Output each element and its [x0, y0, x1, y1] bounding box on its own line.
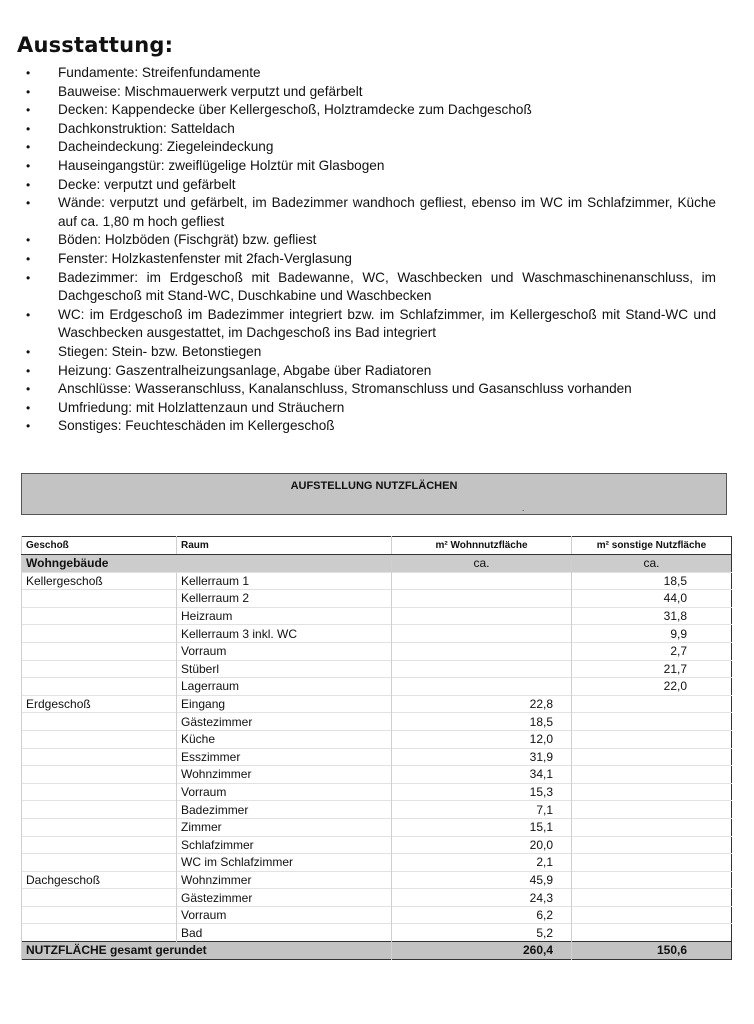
table-row: [22, 695, 732, 713]
cell-geschoss: [22, 678, 177, 696]
cell-wohnnutzflaeche: 34,1: [392, 766, 572, 784]
cell-wohnnutzflaeche: 31,9: [392, 748, 572, 766]
cell-sonstige-nutzflaeche: [572, 801, 732, 819]
group-ca-wohn: ca.: [392, 555, 572, 573]
table-row: [22, 730, 732, 748]
group-row: [22, 555, 732, 573]
cell-raum: Küche: [177, 730, 392, 748]
cell-geschoss: [22, 783, 177, 801]
cell-wohnnutzflaeche: [392, 590, 572, 608]
cell-wohnnutzflaeche: 5,2: [392, 924, 572, 942]
cell-sonstige-nutzflaeche: [572, 766, 732, 784]
cell-geschoss: [22, 730, 177, 748]
cell-geschoss: [22, 924, 177, 942]
table-row: [22, 854, 732, 872]
cell-raum: Vorraum: [177, 906, 392, 924]
table-row: [22, 678, 732, 696]
area-table: [21, 536, 732, 960]
cell-sonstige-nutzflaeche: 22,0: [572, 678, 732, 696]
cell-geschoss: Dachgeschoß: [22, 871, 177, 889]
feature-item: • Heizung: Gaszentralheizungsanlage, Abgabe über Radiatoren: [0, 362, 754, 381]
cell-sonstige-nutzflaeche: [572, 924, 732, 942]
cell-sonstige-nutzflaeche: 9,9: [572, 625, 732, 643]
cell-sonstige-nutzflaeche: [572, 783, 732, 801]
cell-sonstige-nutzflaeche: [572, 748, 732, 766]
cell-raum: Wohnzimmer: [177, 766, 392, 784]
group-ca-sonst: ca.: [572, 555, 732, 573]
table-row: [22, 713, 732, 731]
feature-item: • Stiegen: Stein- bzw. Betonstiegen: [0, 343, 754, 362]
cell-sonstige-nutzflaeche: [572, 871, 732, 889]
feature-item: • Böden: Holzböden (Fischgrät) bzw. gefliest: [0, 231, 754, 250]
cell-wohnnutzflaeche: 12,0: [392, 730, 572, 748]
cell-sonstige-nutzflaeche: 18,5: [572, 572, 732, 590]
cell-geschoss: [22, 713, 177, 731]
feature-item: • Umfriedung: mit Holzlattenzaun und Sträuchern: [0, 399, 754, 418]
banner-title: AUFSTELLUNG NUTZFLÄCHEN: [290, 480, 458, 492]
cell-geschoss: [22, 906, 177, 924]
table-row: [22, 889, 732, 907]
table-row: [22, 590, 732, 608]
cell-raum: Schlafzimmer: [177, 836, 392, 854]
feature-item: • Sonstiges: Feuchteschäden im Kellergeschoß: [0, 417, 754, 436]
cell-raum: Badezimmer: [177, 801, 392, 819]
cell-wohnnutzflaeche: 2,1: [392, 854, 572, 872]
cell-geschoss: [22, 607, 177, 625]
table-row: [22, 836, 732, 854]
cell-raum: Bad: [177, 924, 392, 942]
cell-raum: Esszimmer: [177, 748, 392, 766]
cell-sonstige-nutzflaeche: 31,8: [572, 607, 732, 625]
table-row: [22, 783, 732, 801]
table-row: [22, 572, 732, 590]
cell-wohnnutzflaeche: [392, 660, 572, 678]
cell-geschoss: [22, 660, 177, 678]
table-row: [22, 766, 732, 784]
feature-item: • Fundamente: Streifenfundamente: [0, 64, 754, 83]
feature-item: • Wände: verputzt und gefärbelt, im Badezimmer wandhoch gefliest, ebenso im WC im Schlafzimmer, Küche auf ca. 1,80 m hoch gefliest: [0, 194, 754, 231]
table-row: [22, 642, 732, 660]
table-row: [22, 607, 732, 625]
table-row: [22, 801, 732, 819]
cell-raum: Gästezimmer: [177, 713, 392, 731]
table-row: [22, 818, 732, 836]
cell-sonstige-nutzflaeche: 2,7: [572, 642, 732, 660]
header-wohnnutzflaeche: m² Wohnnutzfläche: [392, 537, 572, 555]
feature-list: [0, 64, 754, 436]
cell-raum: Kellerraum 3 inkl. WC: [177, 625, 392, 643]
feature-item: • Dachkonstruktion: Satteldach: [0, 120, 754, 139]
table-row: [22, 748, 732, 766]
cell-geschoss: [22, 854, 177, 872]
feature-item: • Fenster: Holzkastenfenster mit 2fach-Verglasung: [0, 250, 754, 269]
header-sonstige-nutzflaeche: m² sonstige Nutzfläche: [572, 537, 732, 555]
header-geschoss: Geschoß: [22, 537, 177, 555]
cell-geschoss: [22, 836, 177, 854]
cell-sonstige-nutzflaeche: [572, 818, 732, 836]
table-row: [22, 625, 732, 643]
feature-item: • Decken: Kappendecke über Kellergeschoß, Holztramdecke zum Dachgeschoß: [0, 101, 754, 120]
feature-item: • Dacheindeckung: Ziegeleindeckung: [0, 138, 754, 157]
cell-sonstige-nutzflaeche: [572, 695, 732, 713]
cell-sonstige-nutzflaeche: [572, 854, 732, 872]
header-raum: Raum: [177, 537, 392, 555]
cell-raum: Vorraum: [177, 642, 392, 660]
group-label: Wohngebäude: [22, 555, 392, 573]
cell-wohnnutzflaeche: 6,2: [392, 906, 572, 924]
cell-geschoss: Kellergeschoß: [22, 572, 177, 590]
cell-geschoss: [22, 642, 177, 660]
cell-wohnnutzflaeche: 22,8: [392, 695, 572, 713]
table-row: [22, 924, 732, 942]
feature-item: • Anschlüsse: Wasseranschluss, Kanalanschluss, Stromanschluss und Gasanschluss vorhanden: [0, 380, 754, 399]
cell-wohnnutzflaeche: 20,0: [392, 836, 572, 854]
feature-item: • Hauseingangstür: zweiflügelige Holztür mit Glasbogen: [0, 157, 754, 176]
table-row: [22, 660, 732, 678]
banner-mark: .: [522, 504, 525, 513]
cell-raum: Zimmer: [177, 818, 392, 836]
cell-sonstige-nutzflaeche: [572, 906, 732, 924]
cell-wohnnutzflaeche: 24,3: [392, 889, 572, 907]
cell-sonstige-nutzflaeche: [572, 836, 732, 854]
cell-geschoss: Erdgeschoß: [22, 695, 177, 713]
cell-sonstige-nutzflaeche: [572, 889, 732, 907]
page-title: Ausstattung:: [17, 33, 174, 57]
total-wohn: 260,4: [392, 942, 572, 960]
feature-item: • Bauweise: Mischmauerwerk verputzt und gefärbelt: [0, 83, 754, 102]
table-row: [22, 871, 732, 889]
feature-item: • WC: im Erdgeschoß im Badezimmer integriert bzw. im Schlafzimmer, im Kellergeschoß mit Stand-WC und Waschbecken ausgestattet, im Dachgeschoß ins Bad integriert: [0, 306, 754, 343]
cell-sonstige-nutzflaeche: [572, 730, 732, 748]
cell-wohnnutzflaeche: 18,5: [392, 713, 572, 731]
cell-wohnnutzflaeche: 45,9: [392, 871, 572, 889]
cell-geschoss: [22, 748, 177, 766]
cell-geschoss: [22, 625, 177, 643]
total-label: NUTZFLÄCHE gesamt gerundet: [22, 942, 392, 960]
table-header-row: [22, 537, 732, 555]
cell-raum: Wohnzimmer: [177, 871, 392, 889]
cell-geschoss: [22, 889, 177, 907]
cell-sonstige-nutzflaeche: [572, 713, 732, 731]
cell-sonstige-nutzflaeche: 44,0: [572, 590, 732, 608]
cell-wohnnutzflaeche: 7,1: [392, 801, 572, 819]
summary-banner: [21, 473, 727, 515]
cell-geschoss: [22, 590, 177, 608]
cell-wohnnutzflaeche: [392, 678, 572, 696]
cell-geschoss: [22, 801, 177, 819]
cell-sonstige-nutzflaeche: 21,7: [572, 660, 732, 678]
cell-wohnnutzflaeche: [392, 625, 572, 643]
cell-raum: Kellerraum 1: [177, 572, 392, 590]
total-sonst: 150,6: [572, 942, 732, 960]
cell-raum: Kellerraum 2: [177, 590, 392, 608]
cell-wohnnutzflaeche: [392, 607, 572, 625]
cell-geschoss: [22, 766, 177, 784]
table-row: [22, 906, 732, 924]
cell-wohnnutzflaeche: 15,3: [392, 783, 572, 801]
feature-item: • Decke: verputzt und gefärbelt: [0, 176, 754, 195]
cell-wohnnutzflaeche: 15,1: [392, 818, 572, 836]
cell-wohnnutzflaeche: [392, 572, 572, 590]
cell-raum: WC im Schlafzimmer: [177, 854, 392, 872]
cell-raum: Lagerraum: [177, 678, 392, 696]
cell-raum: Heizraum: [177, 607, 392, 625]
cell-raum: Gästezimmer: [177, 889, 392, 907]
cell-geschoss: [22, 818, 177, 836]
cell-raum: Eingang: [177, 695, 392, 713]
cell-raum: Stüberl: [177, 660, 392, 678]
cell-raum: Vorraum: [177, 783, 392, 801]
feature-item: • Badezimmer: im Erdgeschoß mit Badewanne, WC, Waschbecken und Waschmaschinenanschluss, im Dachgeschoß mit Stand-WC, Duschkabine und Waschbecken: [0, 269, 754, 306]
cell-wohnnutzflaeche: [392, 642, 572, 660]
total-row: [22, 942, 732, 960]
